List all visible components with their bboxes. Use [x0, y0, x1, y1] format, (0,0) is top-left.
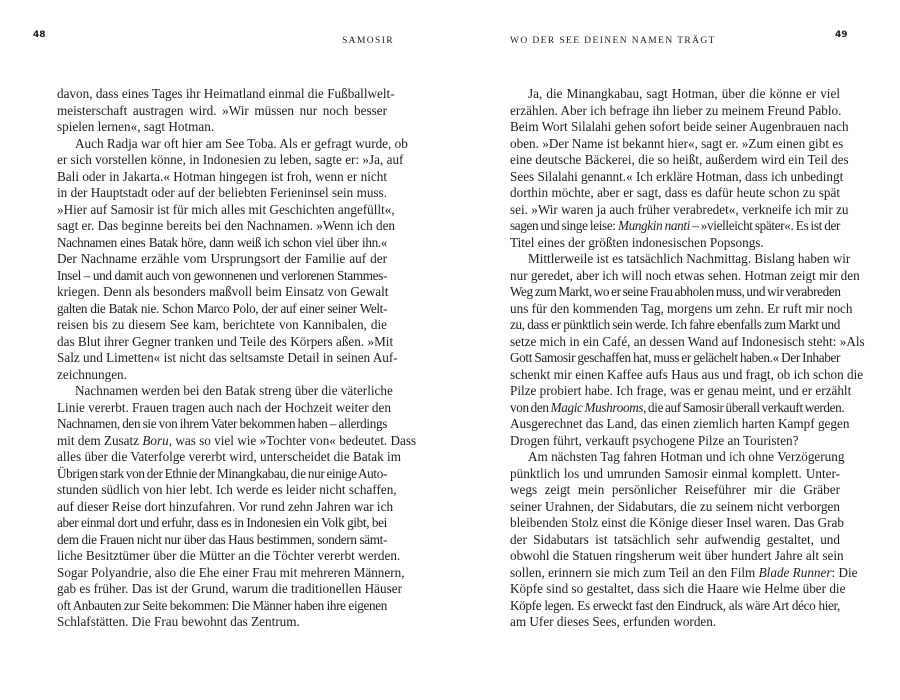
text-line: [510, 399, 845, 417]
text-line: aber einmal dort und erfuhr, dass es in Indonesien ein Volk gibt, bei: [57, 515, 387, 530]
text-line: »Hier auf Samosir ist für mich alles mit Geschichten angefüllt«,: [57, 201, 395, 217]
text-line: Sees Silalahi genannt.« Ich erkläre Hotman, dass ich unbedingt: [510, 168, 844, 184]
text-line: nur geredet, aber ich will noch etwas sehen. Hotman zeigt mir den: [510, 267, 860, 283]
text-line: Weg zum Markt, wo er seine Frau abholen muss, und wir verabreden: [510, 284, 841, 299]
text-line: Nachnamen, den sie von ihrem Vater bekommen haben – allerdings: [57, 416, 387, 431]
text-line: galten die Batak nie. Schon Marco Polo, der auf einer seiner Welt-: [57, 300, 387, 316]
text-line: oft Anbauten zur Seite bekommen: Die Männer haben ihre eigenen: [57, 597, 387, 613]
italic-term: Mungkin nanti: [617, 218, 691, 233]
text-line: dem die Frauen nicht nur über das Haus bestimmen, sondern sämt-: [57, 531, 387, 547]
text-line: Der Nachname erzähle vom Ursprungsort der Familie auf der: [57, 251, 387, 266]
text-line: [57, 432, 417, 450]
text-run: von den: [510, 399, 551, 415]
text-line: wegs zeigt mein persönlicher Reiseführer mir die Gräber: [510, 482, 840, 497]
text-line: uns für den kommenden Tag, morgens um zehn. Er ruft mir noch: [510, 300, 853, 316]
text-line: auf dieser Reise dort hinzufahren. Vor rund zehn Jahren war ich: [57, 498, 394, 514]
text-line: am Ufer dieses Sees, erfunden worden.: [510, 614, 717, 629]
text-line: dorthin möchte, aber er sagt, dass es dafür heute schon zu spät: [510, 185, 840, 200]
text-line: Mittlerweile ist es tatsächlich Nachmittag. Bislang haben wir: [528, 251, 851, 266]
text-line: Bali oder in Jakarta.« Hotman hingegen ist froh, wenn er nicht: [57, 168, 387, 184]
text-line: [510, 564, 858, 582]
text-line: Ja, die Minangkabau, sagt Hotman, über die könne er viel: [528, 86, 840, 101]
text-line: Pilze probiert habe. Ich frage, was er genau meint, und er erzählt: [510, 383, 852, 398]
text-line: [510, 218, 840, 235]
text-line: Schlafstätten. Die Frau bewohnt das Zentrum.: [57, 614, 300, 629]
text-line: Insel – und damit auch von gewonnenen und verlorenen Stammes-: [57, 267, 387, 283]
text-line: das Blut ihrer Gegner tranken und Teile des Körpers aßen. »Mit: [57, 333, 394, 349]
text-line: Nachnamen werden bei den Batak streng über die väterliche: [75, 383, 393, 398]
italic-term: Magic Mushrooms: [550, 399, 644, 415]
running-head-left: SAMOSIR: [342, 36, 395, 46]
text-line: in der Hauptstadt oder auf der beliebten Ferieninsel sein muss.: [57, 185, 387, 200]
text-line: liche Besitztümer über die Mütter an die Töchter vererbt werden.: [57, 548, 401, 563]
text-run: sollen, erinnern sie mich zum Teil an den Film: [510, 564, 759, 580]
text-line: gab es früher. Das ist der Grund, warum die traditionellen Häuser: [57, 581, 402, 596]
text-run: , die auf Samosir überall verkauft werden.: [643, 399, 845, 415]
text-line: spielen lernen«, sagt Hotman.: [57, 119, 215, 134]
page-number-right: 49: [835, 30, 848, 40]
right-page-body: [510, 86, 865, 631]
text-line: alles über die Vaterfolge vererbt wird, unterscheidet die Batak im: [57, 449, 401, 464]
text-line: Nachnamen eines Batak höre, dann weiß ich schon viel über ihn.«: [57, 234, 387, 250]
text-line: zu, dass er pünktlich sein werde. Ich fahre ebenfalls zum Markt und: [510, 317, 840, 332]
text-line: setze mich in ein Café, an dessen Wand auf Indonesisch steht: »Als: [510, 333, 865, 349]
text-line: Sogar Polyandrie, also die Ehe einer Frau mit mehreren Männern,: [57, 564, 405, 580]
text-line: Titel eines der größten indonesischen Popsongs.: [510, 234, 764, 250]
text-line: Linie vererbt. Frauen tragen auch nach der Hochzeit weiter den: [57, 399, 391, 415]
text-run: sagen und singe leise:: [510, 218, 618, 233]
text-line: Salz und Limetten« ist nicht das seltsamste Detail in seinen Auf-: [57, 350, 398, 365]
text-line: der Sidabutars ist tatsächlich sehr aufwendig gestaltet, und: [510, 531, 840, 547]
text-line: reisen bis zu diesem See kam, berichtete von Kannibalen, die: [57, 317, 387, 332]
text-line: sagt er. Das beginne bereits bei den Nachnamen. »Wenn ich den: [57, 218, 396, 233]
left-page-body: [57, 86, 417, 631]
text-line: Beim Wort Silalahi gehen sofort beide seiner Augenbrauen nach: [510, 119, 849, 134]
text-line: davon, dass eines Tages ihr Heimatland einmal die Fußballwelt-: [57, 86, 395, 101]
text-line: er sich vorstellen könne, in Indonesien zu leben, sagte er: »Ja, auf: [57, 152, 404, 167]
text-line: Drogen führt, verkauft psychogene Pilze an Touristen?: [510, 432, 799, 448]
text-run: – »vielleicht später«. Es ist der: [690, 218, 840, 233]
text-line: meisterschaft austragen wird. »Wir müssen nur noch besser: [57, 102, 387, 118]
text-line: Ausgerechnet das Land, das einen ziemlich harten Kampf gegen: [510, 416, 850, 431]
text-run: : Die: [831, 564, 858, 580]
text-line: stunden südlich von hier lebt. Ich werde es leider nicht schaffen,: [57, 482, 397, 497]
text-run: , was so viel wie »Tochter von« bedeutet. Dass: [168, 432, 417, 448]
text-line: eine deutsche Bäckerei, die so heißt, außerdem wird ein Teil des: [510, 152, 849, 167]
text-line: sei. »Wir waren ja auch früher verabredet«, verkneife ich mir zu: [510, 201, 849, 217]
text-line: oben. »Der Name ist bekannt hier«, sagt er. »Zum einen gibt es: [510, 135, 844, 151]
text-run: mit dem Zusatz: [57, 432, 143, 448]
text-line: erzählen. Aber ich befrage ihn lieber zu meinem Freund Pablo.: [510, 102, 842, 118]
text-line: zeichnungen.: [57, 366, 127, 382]
text-line: Am nächsten Tag fahren Hotman und ich ohne Verzögerung: [528, 449, 845, 464]
text-line: Köpfe sind so gestaltet, dass sich die Haare wie Helme über die: [510, 581, 846, 596]
italic-term: Boru: [142, 432, 169, 448]
text-line: obwohl die Statuen ringsherum weit über hundert Jahre alt sein: [510, 548, 844, 563]
italic-term: Blade Runner: [758, 564, 832, 580]
page-number-left: 48: [33, 30, 46, 40]
running-head-right: WO DER SEE DEINEN NAMEN TRÄGT: [510, 36, 716, 46]
text-line: Übrigen stark von der Ethnie der Minangkabau, die nur einige Auto-: [57, 465, 387, 481]
text-line: Gott Samosir geschaffen hat, muss er gelächelt haben.« Der Inhaber: [510, 350, 840, 365]
text-line: Köpfe legen. Es erweckt fast den Eindruck, als wäre Art déco hier,: [510, 597, 840, 613]
text-line: bleibenden Stolz einst die Könige dieser Insel waren. Das Grab: [510, 515, 844, 530]
text-line: kriegen. Denn als besonders maßvoll beim Einsatz von Gewalt: [57, 284, 389, 299]
text-line: Auch Radja war oft hier am See Toba. Als er gefragt wurde, ob: [75, 135, 408, 151]
text-line: schenkt mir einen Kaffee aufs Haus aus und fragt, ob ich schon die: [510, 366, 864, 382]
text-line: seiner Urahnen, der Sidabutars, die zu seinem nicht verborgen: [510, 498, 840, 514]
text-line: pünktlich los und umrunden Samosir einmal komplett. Unter-: [510, 465, 840, 481]
